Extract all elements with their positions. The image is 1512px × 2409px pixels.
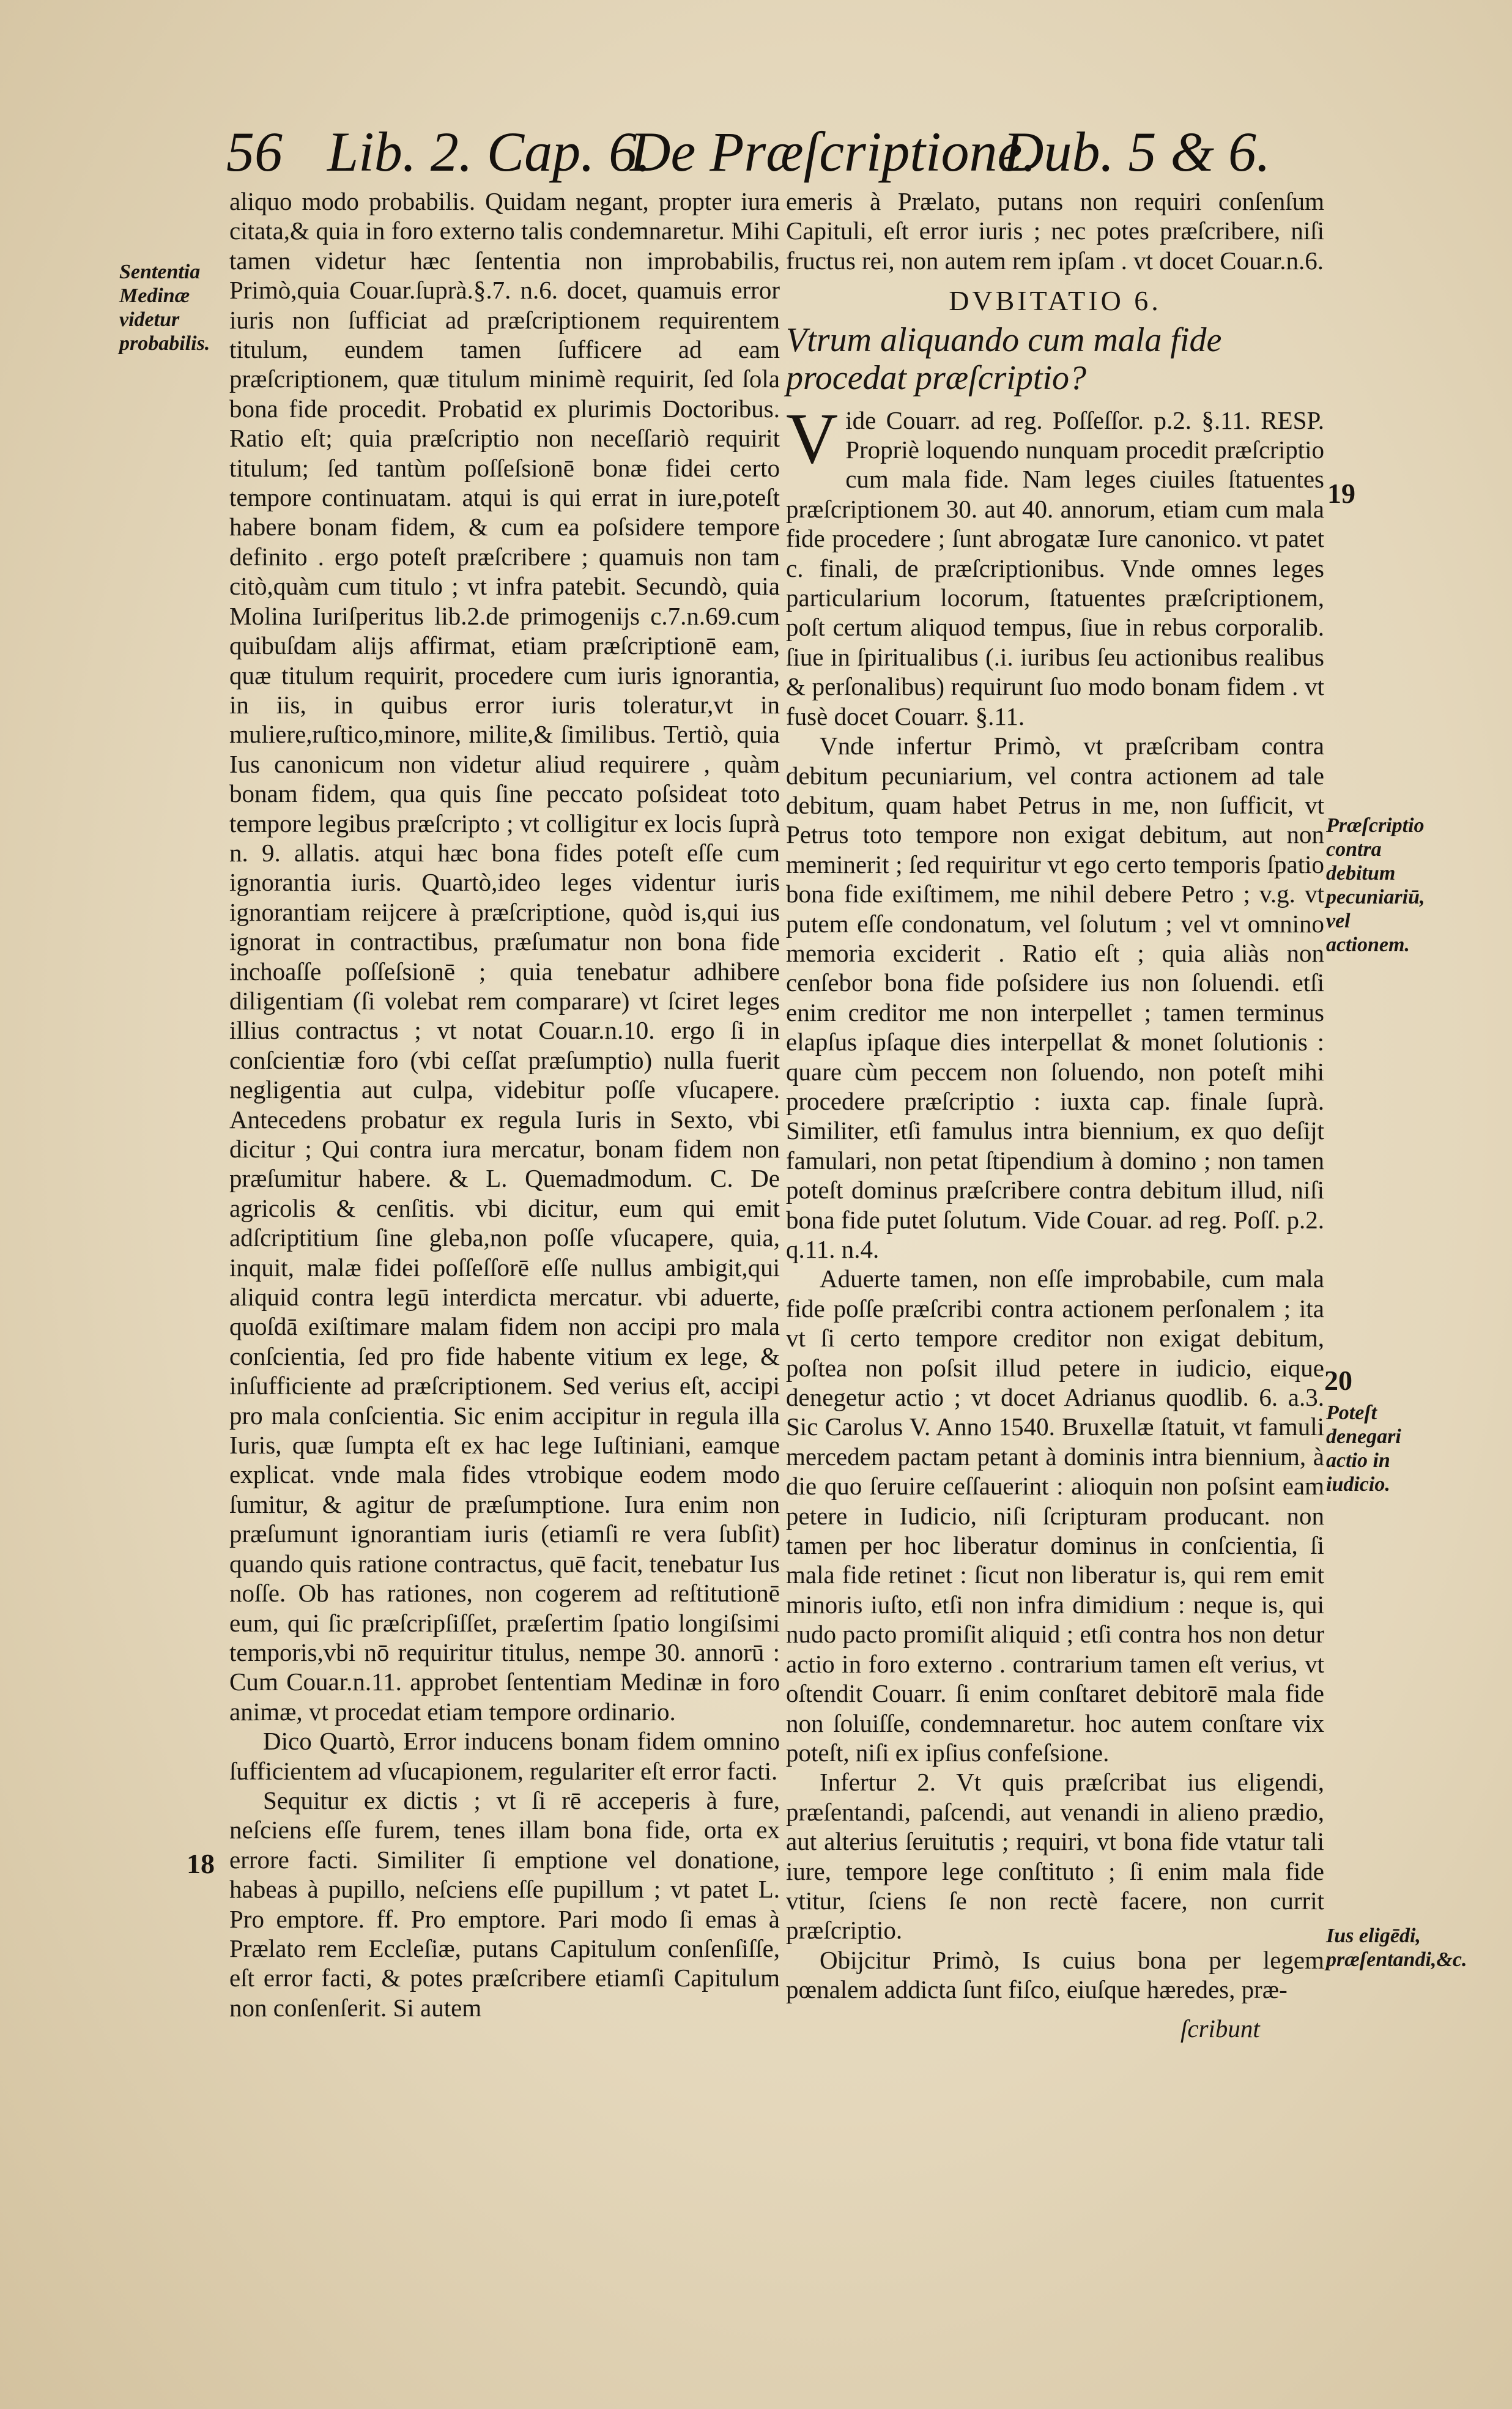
left-paragraph-2: Dico Quartò, Error inducens bonam fidem omnino ſufficientem ad vſucapionem, regulariter eſt error facti. <box>229 1727 780 1785</box>
header-title: De Præſcriptione. <box>630 121 1037 183</box>
margin-note-praescriptio: Præſcriptio contra debitum pecuniariū, vel actionem. <box>1326 814 1425 956</box>
margin-number-19: 19 <box>1327 478 1355 509</box>
dubitatio-heading: DVBITATIO 6. <box>949 285 1162 317</box>
dubitatio-question: Vtrum aliquando cum mala fide procedat præſcriptio? <box>786 321 1222 397</box>
left-column <box>229 187 780 2022</box>
right-paragraph-1-text: ide Couarr. ad reg. Poſſeſſor. p.2. §.11. RESP. Propriè loquendo nunquam procedit præſcriptio cum mala fide. Nam leges ciuiles ſtatuentes præſcriptionem 30. aut 40. annorum, etiam cum mala fide procedere ; ſunt abrogatæ Iure canonico. vt patet c. finali, de præſcriptionibus. Vnde omnes leges particularium locorum, ſtatuentes præſcriptionem, poſt certum aliquod tempus, ſiue in rebus corporalib. ſiue in ſpiritualibus (.i. iuribus ſeu actionibus realibus & perſonalibus) requirunt ſuo modo bonam fidem . vt fusè docet Couarr. §.11. <box>786 406 1324 730</box>
right-paragraph-4: Infertur 2. Vt quis præſcribat ius eligendi, præſentandi, paſcendi, aut venandi in alieno prædio, aut alterius ſeruitutis ; requiri, vt bona fide vtatur tali iure, tempore lege conſtituto ; ſi enim mala fide vtitur, ſciens ſe non rectè facere, non currit præſcriptio. <box>786 1768 1324 1945</box>
margin-note-ius: Ius eligēdi, præſentandi,&c. <box>1326 1925 1467 1971</box>
book-chapter: Lib. 2. Cap. 6. <box>327 121 651 183</box>
right-paragraph-2: Vnde infertur Primò, vt præſcribam contra debitum pecuniarium, vel contra actionem ad tale debitum, quam habet Petrus in me, non ſufficit, vt Petrus toto tempore non exigat debitum, aut non meminerit ; ſed requiritur vt ego certo temporis ſpatio bona fide exiſtimem, me nihil debere Petro ; v.g. vt putem eſſe condonatum, vel ſolutum ; vel vt omnino memoria exciderit . Ratio eſt ; quia aliàs non cenſebor bona fide poſsidere ius non ſoluendi. etſi enim creditor me non interpellet ; tamen terminus elapſus ipſaque dies interpellat & monet ſolutionis : quare cùm peccem non ſoluendo, non poteſt mihi procedere præſcriptio : iuxta cap. finale ſuprà. Similiter, etſi famulus intra biennium, ex quo deſijt famulari, non petat ſtipendium à domino ; non tamen poteſt dominus præſcribere contra debitum illud, niſi bona fide putet ſolutum. Vide Couar. ad reg. Poſſ. p.2. q.11. n.4. <box>786 732 1324 1263</box>
right-paragraph-5: Obijcitur Primò, Is cuius bona per legem pœnalem addicta ſunt fiſco, eiuſque hæredes, præ- <box>786 1945 1324 2004</box>
right-paragraph-3: Aduerte tamen, non eſſe improbabile, cum mala fide poſſe præſcribi contra actionem perſonalem ; ita vt ſi certo tempore creditor non exigat debitum, poſtea non poſsit illud petere in iudicio, eique denegetur actio ; vt docet Adrianus quodlib. 6. a.3. Sic Carolus V. Anno 1540. Bruxellæ ſtatuit, vt famuli mercedem pactam petant à dominis intra biennium, à die quo ſeruire ceſſauerint : alioquin non poſsint eam petere in Iudicio, niſi ſcripturam producant. non tamen per hoc liberatur dominus in conſcientia, ſi mala fide retinet : ſicut non liberatur is, qui rem emit minoris iuſto, etſi non infra dimidium : neque is, qui nudo pacto promiſit aliquid ; etſi contra hos non detur actio in foro externo . contrarium tamen eſt verius, vt oſtendit Couarr. ſi enim conſtaret debitorē mala fide non ſoluiſſe, condemnaretur. hoc autem conſtare vix poteſt, niſi ex ipſius confeſsione. <box>786 1264 1324 1767</box>
margin-note-potest: Poteſt denegari actio in iudicio. <box>1326 1401 1401 1496</box>
running-header <box>226 119 1270 187</box>
left-paragraph-3: Sequitur ex dictis ; vt ſi rē acceperis à fure, neſciens eſſe furem, tenes illam bona fide, orta ex errore facti. Similiter ſi emptione vel donatione, habeas à pupillo, neſciens eſſe pupillum ; vt patet L. Pro emptore. ff. Pro emptore. Pari modo ſi emas à Prælato rem Eccleſiæ, putans Capitulum conſenſiſſe, eſt error facti, & potes præſcribere etiamſi Capitulum non conſenſerit. Si autem <box>229 1786 780 2022</box>
margin-number-20: 20 <box>1324 1365 1352 1396</box>
right-column <box>786 187 1324 2005</box>
drop-cap: V <box>786 398 839 478</box>
catchword: ſcribunt <box>1180 2014 1260 2043</box>
right-paragraph-1 <box>786 398 1324 731</box>
margin-number-18: 18 <box>187 1848 215 1879</box>
right-intro: emeris à Prælato, putans non requiri conſenſum Capituli, eſt error iuris ; nec potes præſcribere, niſi fructus rei, non autem rem ipſam . vt docet Couar.n.6. <box>786 187 1324 275</box>
left-paragraph-1: aliquo modo probabilis. Quidam negant, propter iura citata,& quia in foro externo talis condemnaretur. Mihi tamen videtur hæc ſententia non improbabilis, Primò,quia Couar.ſuprà.§.7. n.6. docet, quamuis error iuris non ſufficiat ad præſcriptionem requirentem titulum, eundem tamen ſufficere ad eam præſcriptionem, quæ titulum minimè requirit, ſed ſola bona fide procedit. Probatid ex plurimis Doctoribus. Ratio eſt; quia præſcriptio non neceſſariò requirit titulum; ſed tantùm poſſeſsionē bonæ fidei certo tempore continuatam. atqui is qui errat in iure,poteſt habere bonam fidem, & cum ea poſsidere tempore definito . ergo poteſt præſcribere ; quamuis non tam citò,quàm cum titulo ; vt infra patebit. Secundò, quia Molina Iuriſperitus lib.2.de primogenijs c.7.n.69.cum quibuſdam alijs affirmat, etiam præſcriptionē eam, quæ titulum requirit, procedere cum iuris ignorantia, in iis, in quibus error iuris toleratur,vt in muliere,ruſtico,minore, milite,& ſimilibus. Tertiò, quia Ius canonicum non videtur aliud requirere , quàm bonam fidem, qua quis ſine peccato poſsideat toto tempore legibus præſcripto ; vt colligitur ex locis ſuprà n. 9. allatis. atqui hæc bona fides poteſt eſſe cum ignorantia iuris. Quartò,ideo leges videntur iuris ignorantiam reijcere à præſcriptione, quòd is,qui ius ignorat in contractibus, præſumatur non bona fide inchoaſſe poſſeſsionē ; quia tenebatur adhibere diligentiam (ſi volebat rem comparare) vt ſciret leges illius contractus ; vt notat Couar.n.10. ergo ſi in conſcientiæ foro (vbi ceſſat præſumptio) nulla fuerit negligentia aut culpa, videbitur poſſe vſucapere. Antecedens probatur ex regula Iuris in Sexto, vbi dicitur ; Qui contra iura mercatur, bonam fidem non præſumitur habere. & L. Quemadmodum. C. De agricolis & cenſitis. vbi dicitur, eum qui emit adſcriptitium ſine gleba,non poſſe vſucapere, quia, inquit, malæ fidei poſſeſſorē eſſe nullus ambigit,qui aliquid contra legū interdicta mercatur. vbi aduerte, quoſdā exiſtimare malam fidem non accipi pro mala conſcientia, ſed pro fide habente vitium ex lege, & inſufficiente ad præſcriptionem. Sed verius eſt, accipi pro mala conſcientia. Sic enim accipitur in regula illa Iuris, quæ ſumpta eſt ex hac lege Iuſtiniani, eamque explicat. vnde mala fides vtrobique eodem modo ſumitur, & agitur de præſumptione. Iura enim non præſumunt ignorantiam iuris (etiamſi re vera ſubſit) quando quis ratione contractus, quē facit, tenebatur Ius noſſe. Ob has rationes, non cogerem ad reſtitutionē eum, qui ſic præſcripſiſſet, præſertim ſpatio longiſsimi temporis,vbi nō requiritur titulus, nempe 30. annorū : Cum Couar.n.11. approbet ſententiam Medinæ in foro animæ, vt procedat etiam tempore ordinario. <box>229 187 780 1726</box>
dubitatio-range: Dub. 5 & 6. <box>1003 121 1270 183</box>
margin-note-sententia: Sententia Medinæ videtur probabilis. <box>119 261 210 355</box>
page-number: 56 <box>226 121 283 183</box>
